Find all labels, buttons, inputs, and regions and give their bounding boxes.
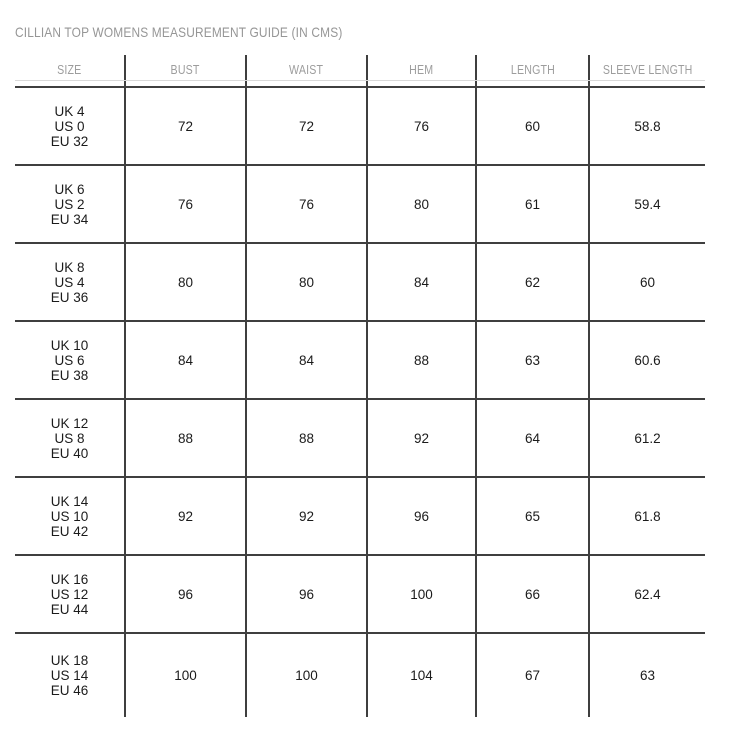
column-header-hem-label: HEM bbox=[409, 63, 434, 78]
size-uk-label: UK 14 bbox=[50, 493, 89, 509]
size-uk-label: UK 12 bbox=[50, 415, 89, 431]
size-us-label: US 12 bbox=[50, 586, 89, 602]
waist-value-cell: 76 bbox=[245, 166, 366, 242]
size-eu-label: EU 46 bbox=[50, 683, 89, 698]
column-header-size bbox=[15, 55, 124, 86]
waist-value-cell: 72 bbox=[245, 88, 366, 164]
table-row bbox=[15, 634, 705, 717]
table-row bbox=[15, 244, 705, 322]
size-eu-label: EU 36 bbox=[50, 289, 89, 305]
table-row bbox=[15, 556, 705, 634]
length-value-cell: 62 bbox=[475, 244, 588, 320]
size-us-label: US 14 bbox=[50, 668, 89, 683]
bust-value-cell: 72 bbox=[124, 88, 245, 164]
table-header-row bbox=[15, 55, 705, 88]
bust-value-cell: 76 bbox=[124, 166, 245, 242]
size-cell bbox=[15, 322, 124, 398]
sleeve-length-value-cell: 60 bbox=[588, 244, 705, 320]
length-value-cell: 63 bbox=[475, 322, 588, 398]
column-header-length-label: LENGTH bbox=[510, 63, 555, 78]
column-header-hem bbox=[366, 55, 475, 86]
hem-value-cell: 100 bbox=[366, 556, 475, 632]
size-uk-label: UK 16 bbox=[50, 571, 89, 587]
size-eu-label: EU 44 bbox=[50, 601, 89, 617]
size-us-label: US 6 bbox=[54, 352, 85, 368]
sleeve-length-value-cell: 62.4 bbox=[588, 556, 705, 632]
sleeve-length-value-cell: 60.6 bbox=[588, 322, 705, 398]
measurement-table bbox=[15, 55, 705, 717]
sleeve-length-value-cell: 61.2 bbox=[588, 400, 705, 476]
sleeve-length-value-cell: 63 bbox=[588, 634, 705, 717]
hem-value-cell: 84 bbox=[366, 244, 475, 320]
size-cell bbox=[15, 478, 124, 554]
column-header-length bbox=[475, 55, 588, 86]
sleeve-length-value-cell: 58.8 bbox=[588, 88, 705, 164]
hem-value-cell: 80 bbox=[366, 166, 475, 242]
size-us-label: US 0 bbox=[54, 118, 85, 134]
table-row bbox=[15, 88, 705, 166]
table-row bbox=[15, 322, 705, 400]
size-eu-label: EU 34 bbox=[50, 211, 89, 227]
size-eu-label: EU 40 bbox=[50, 445, 89, 461]
size-cell bbox=[15, 244, 124, 320]
bust-value-cell: 96 bbox=[124, 556, 245, 632]
column-header-sleeve-length bbox=[588, 55, 705, 86]
hem-value-cell: 88 bbox=[366, 322, 475, 398]
length-value-cell: 67 bbox=[475, 634, 588, 717]
hem-value-cell: 76 bbox=[366, 88, 475, 164]
size-cell bbox=[15, 634, 124, 717]
size-uk-label: UK 18 bbox=[50, 653, 89, 668]
size-cell bbox=[15, 400, 124, 476]
sleeve-length-value-cell: 61.8 bbox=[588, 478, 705, 554]
hem-value-cell: 96 bbox=[366, 478, 475, 554]
bust-value-cell: 84 bbox=[124, 322, 245, 398]
size-us-label: US 10 bbox=[50, 508, 89, 524]
table-row bbox=[15, 478, 705, 556]
length-value-cell: 66 bbox=[475, 556, 588, 632]
column-header-sleeve-length-label: SLEEVE LENGTH bbox=[602, 63, 693, 78]
length-value-cell: 61 bbox=[475, 166, 588, 242]
hem-value-cell: 104 bbox=[366, 634, 475, 717]
waist-value-cell: 80 bbox=[245, 244, 366, 320]
size-eu-label: EU 32 bbox=[50, 133, 89, 149]
column-header-bust bbox=[124, 55, 245, 86]
size-cell bbox=[15, 166, 124, 242]
sleeve-length-value-cell: 59.4 bbox=[588, 166, 705, 242]
size-uk-label: UK 10 bbox=[50, 337, 89, 353]
length-value-cell: 65 bbox=[475, 478, 588, 554]
waist-value-cell: 100 bbox=[245, 634, 366, 717]
table-row bbox=[15, 166, 705, 244]
page-title bbox=[15, 24, 731, 40]
table-row bbox=[15, 400, 705, 478]
size-cell bbox=[15, 88, 124, 164]
hem-value-cell: 92 bbox=[366, 400, 475, 476]
size-us-label: US 2 bbox=[54, 196, 85, 212]
size-uk-label: UK 8 bbox=[54, 259, 85, 275]
waist-value-cell: 88 bbox=[245, 400, 366, 476]
bust-value-cell: 92 bbox=[124, 478, 245, 554]
length-value-cell: 64 bbox=[475, 400, 588, 476]
size-eu-label: EU 38 bbox=[50, 367, 89, 383]
size-us-label: US 4 bbox=[54, 274, 85, 290]
column-header-waist-label: WAIST bbox=[289, 63, 324, 78]
bust-value-cell: 88 bbox=[124, 400, 245, 476]
size-uk-label: UK 6 bbox=[54, 181, 85, 197]
column-header-bust-label: BUST bbox=[170, 63, 201, 78]
bust-value-cell: 80 bbox=[124, 244, 245, 320]
column-header-size-label: SIZE bbox=[57, 63, 82, 78]
waist-value-cell: 96 bbox=[245, 556, 366, 632]
waist-value-cell: 92 bbox=[245, 478, 366, 554]
size-us-label: US 8 bbox=[54, 430, 85, 446]
column-header-waist bbox=[245, 55, 366, 86]
waist-value-cell: 84 bbox=[245, 322, 366, 398]
size-uk-label: UK 4 bbox=[54, 103, 85, 119]
page-title-text: CILLIAN TOP WOMENS MEASUREMENT GUIDE (IN CMS) bbox=[15, 24, 343, 40]
bust-value-cell: 100 bbox=[124, 634, 245, 717]
size-eu-label: EU 42 bbox=[50, 523, 89, 539]
length-value-cell: 60 bbox=[475, 88, 588, 164]
size-cell bbox=[15, 556, 124, 632]
